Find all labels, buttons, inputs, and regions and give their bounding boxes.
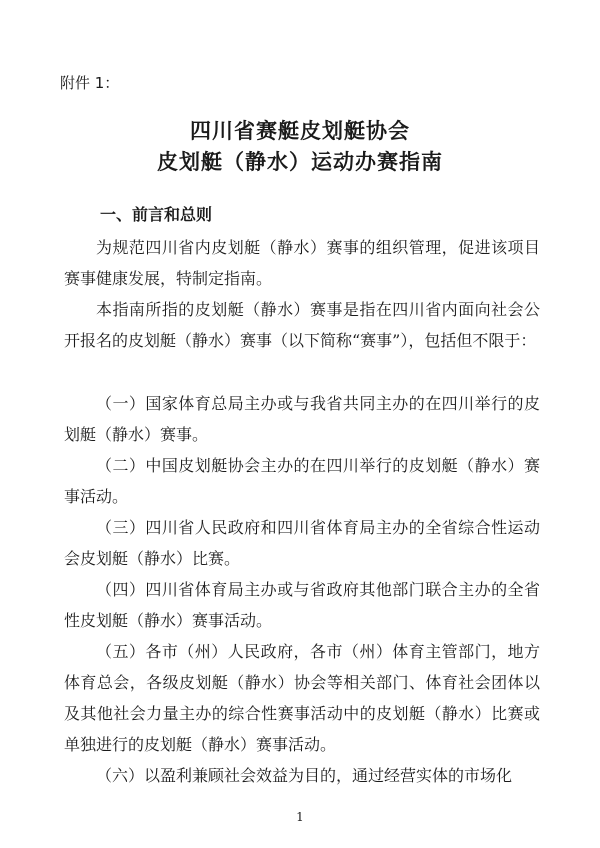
list-item: （一）国家体育总局主办或与我省共同主办的在四川举行的皮划艇（静水）赛事。: [64, 394, 540, 444]
page-number: 1: [296, 810, 304, 824]
list-item: （六）以盈利兼顾社会效益为目的，通过经营实体的市场化: [96, 766, 513, 785]
list-item: （二）中国皮划艇协会主办的在四川举行的皮划艇（静水）赛事活动。: [64, 456, 540, 506]
attachment-label: 附件 1：: [60, 74, 120, 92]
document-title-line2: 皮划艇（静水）运动办赛指南: [157, 149, 443, 174]
paragraph: 本指南所指的皮划艇（静水）赛事是指在四川省内面向社会公开报名的皮划艇（静水）赛事（以下简称“赛事”），包括但不限于：: [64, 300, 540, 350]
paragraph: 为规范四川省内皮划艇（静水）赛事的组织管理，促进该项目赛事健康发展，特制定指南。: [64, 238, 540, 288]
document-title-line1: 四川省赛艇皮划艇协会: [190, 118, 410, 143]
list-item: （四）四川省体育局主办或与省政府其他部门联合主办的全省性皮划艇（静水）赛事活动。: [64, 580, 540, 630]
section-heading: 一、前言和总则: [100, 205, 213, 224]
list-item: （三）四川省人民政府和四川省体育局主办的全省综合性运动会皮划艇（静水）比赛。: [64, 518, 540, 568]
list-item: （五）各市（州）人民政府，各市（州）体育主管部门，地方体育总会，各级皮划艇（静水）协会等相关部门、体育社会团体以及其他社会力量主办的综合性赛事活动中的皮划艇（静水）比赛或单独进行的皮划艇（静水）赛事活动。: [64, 642, 540, 754]
